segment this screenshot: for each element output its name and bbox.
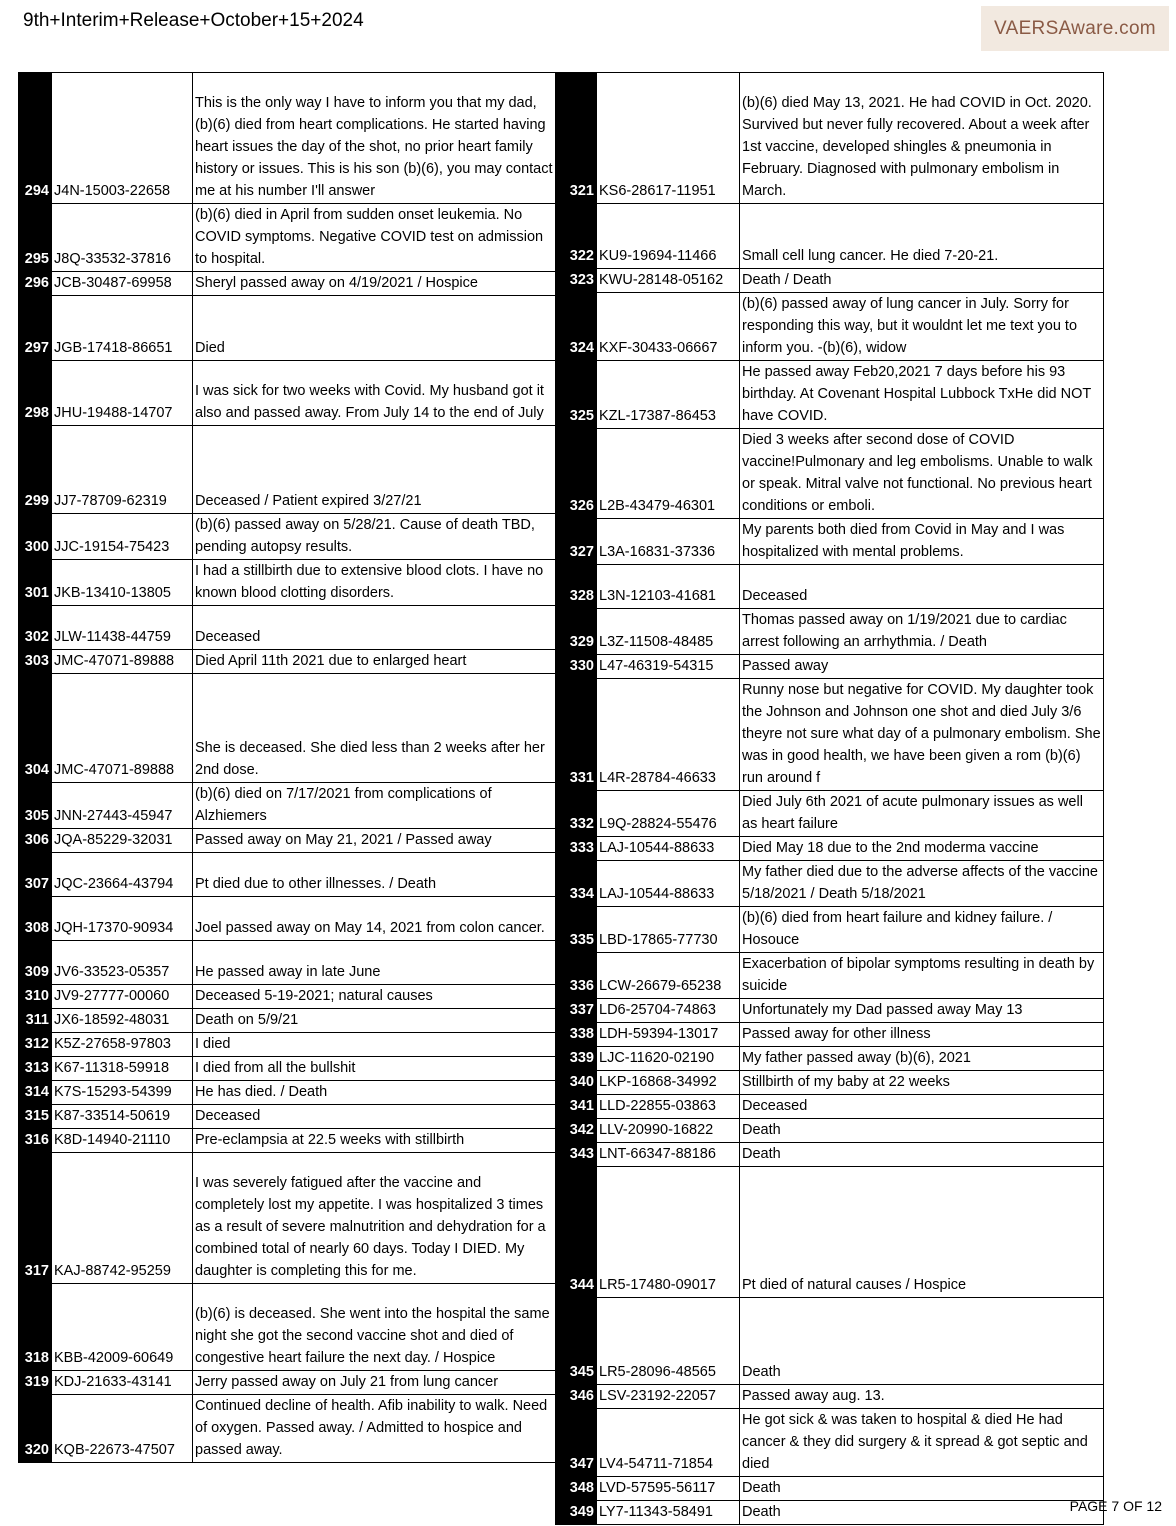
record-number: 303 [19,650,52,674]
record-id: KBB-42009-60649 [52,1284,193,1371]
record-number: 306 [19,829,52,853]
record-id: LR5-28096-48565 [597,1298,740,1385]
record-number: 326 [556,429,597,519]
record-id: JKB-13410-13805 [52,560,193,606]
record-number: 325 [556,361,597,429]
record-number: 343 [556,1143,597,1167]
record-number: 300 [19,514,52,560]
record-description: Pt died due to other illnesses. / Death [193,853,557,897]
table-row [19,73,557,204]
record-description: My father died due to the adverse affects of the vaccine 5/18/2021 / Death 5/18/2021 [740,861,1104,907]
record-id: JMC-47071-89888 [52,650,193,674]
table-row [556,1047,1104,1071]
record-id: JJC-19154-75423 [52,514,193,560]
record-number: 298 [19,361,52,426]
record-id: KXF-30433-06667 [597,293,740,361]
record-number: 338 [556,1023,597,1047]
table-row [19,272,557,296]
record-number: 349 [556,1501,597,1525]
table-row [556,204,1104,269]
record-description: Passed away [740,655,1104,679]
record-description: Deceased [740,565,1104,609]
record-number: 320 [19,1395,52,1463]
right-records-table [555,72,1104,1525]
record-description: Death [740,1119,1104,1143]
table-row [556,1095,1104,1119]
record-id: K8D-14940-21110 [52,1129,193,1153]
table-row [556,361,1104,429]
record-description: Unfortunately my Dad passed away May 13 [740,999,1104,1023]
record-id: JV9-27777-00060 [52,985,193,1009]
record-number: 333 [556,837,597,861]
record-number: 334 [556,861,597,907]
table-row [556,1298,1104,1385]
record-id: J4N-15003-22658 [52,73,193,204]
record-id: LLV-20990-16822 [597,1119,740,1143]
record-description: Sheryl passed away on 4/19/2021 / Hospice [193,272,557,296]
table-row [19,606,557,650]
record-id: L3N-12103-41681 [597,565,740,609]
record-number: 310 [19,985,52,1009]
record-id: KU9-19694-11466 [597,204,740,269]
table-row [556,1501,1104,1525]
record-number: 330 [556,655,597,679]
record-number: 309 [19,941,52,985]
record-description: (b)(6) is deceased. She went into the hospital the same night she got the second vaccine shot and died of congestive heart failure the next day. / Hospice [193,1284,557,1371]
table-row [556,1119,1104,1143]
record-id: JCB-30487-69958 [52,272,193,296]
record-number: 322 [556,204,597,269]
record-description: Small cell lung cancer. He died 7-20-21. [740,204,1104,269]
record-id: JQH-17370-90934 [52,897,193,941]
table-row [556,1409,1104,1477]
table-row [556,519,1104,565]
record-id: LNT-66347-88186 [597,1143,740,1167]
vaersaware-logo: VAERSAware.com [981,6,1169,51]
record-id: L3A-16831-37336 [597,519,740,565]
record-id: LD6-25704-74863 [597,999,740,1023]
record-id: LAJ-10544-88633 [597,837,740,861]
record-id: LDH-59394-13017 [597,1023,740,1047]
record-description: I died from all the bullshit [193,1057,557,1081]
table-row [556,861,1104,907]
table-row [19,829,557,853]
record-number: 337 [556,999,597,1023]
record-description: Thomas passed away on 1/19/2021 due to cardiac arrest following an arrhythmia. / Death [740,609,1104,655]
record-description: My father passed away (b)(6), 2021 [740,1047,1104,1071]
record-id: LLD-22855-03863 [597,1095,740,1119]
table-row [19,985,557,1009]
table-row [19,853,557,897]
record-description: He passed away in late June [193,941,557,985]
table-row [556,1477,1104,1501]
record-number: 305 [19,783,52,829]
record-id: JHU-19488-14707 [52,361,193,426]
table-row [19,1153,557,1284]
record-description: Passed away on May 21, 2021 / Passed away [193,829,557,853]
table-row [19,1057,557,1081]
record-number: 347 [556,1409,597,1477]
record-id: JNN-27443-45947 [52,783,193,829]
record-description: (b)(6) died from heart failure and kidney failure. / Hosouce [740,907,1104,953]
record-id: LCW-26679-65238 [597,953,740,999]
record-number: 301 [19,560,52,606]
record-id: JMC-47071-89888 [52,674,193,783]
record-description: Death / Death [740,269,1104,293]
record-id: K7S-15293-54399 [52,1081,193,1105]
table-row [19,514,557,560]
record-number: 294 [19,73,52,204]
table-row [19,1129,557,1153]
record-id: LJC-11620-02190 [597,1047,740,1071]
record-description: Deceased 5-19-2021; natural causes [193,985,557,1009]
record-number: 339 [556,1047,597,1071]
record-description: Jerry passed away on July 21 from lung cancer [193,1371,557,1395]
record-description: I died [193,1033,557,1057]
record-description: Died May 18 due to the 2nd moderma vaccine [740,837,1104,861]
left-records-table [18,72,557,1463]
table-row [556,609,1104,655]
record-number: 335 [556,907,597,953]
record-id: L9Q-28824-55476 [597,791,740,837]
record-number: 323 [556,269,597,293]
record-number: 307 [19,853,52,897]
record-id: K67-11318-59918 [52,1057,193,1081]
record-id: KDJ-21633-43141 [52,1371,193,1395]
record-description: He passed away Feb20,2021 7 days before his 93 birthday. At Covenant Hospital Lubbock TxHe did NOT have COVID. [740,361,1104,429]
table-row [556,269,1104,293]
table-row [556,1167,1104,1298]
table-row [19,1371,557,1395]
record-description: Pre-eclampsia at 22.5 weeks with stillbirth [193,1129,557,1153]
record-id: L2B-43479-46301 [597,429,740,519]
record-description: (b)(6) died May 13, 2021. He had COVID in Oct. 2020. Survived but never fully recovered. About a week after 1st vaccine, developed shingles & pneumonia in February. Diagnosed with pulmonary embolism in March. [740,73,1104,204]
record-number: 314 [19,1081,52,1105]
record-number: 321 [556,73,597,204]
record-number: 295 [19,204,52,272]
record-number: 341 [556,1095,597,1119]
record-description: Death [740,1477,1104,1501]
record-number: 332 [556,791,597,837]
table-row [556,1071,1104,1095]
record-id: K5Z-27658-97803 [52,1033,193,1057]
table-row [556,655,1104,679]
record-id: LV4-54711-71854 [597,1409,740,1477]
record-number: 315 [19,1105,52,1129]
record-description: Pt died of natural causes / Hospice [740,1167,1104,1298]
record-id: KQB-22673-47507 [52,1395,193,1463]
table-row [556,837,1104,861]
record-id: LR5-17480-09017 [597,1167,740,1298]
table-row [19,1009,557,1033]
record-description: Died April 11th 2021 due to enlarged heart [193,650,557,674]
table-row [19,897,557,941]
record-number: 336 [556,953,597,999]
table-row [19,204,557,272]
record-id: L3Z-11508-48485 [597,609,740,655]
record-number: 329 [556,609,597,655]
record-number: 308 [19,897,52,941]
table-row [556,429,1104,519]
table-row [19,674,557,783]
record-description: I had a stillbirth due to extensive blood clots. I have no known blood clotting disorders. [193,560,557,606]
record-description: Deceased / Patient expired 3/27/21 [193,426,557,514]
record-number: 296 [19,272,52,296]
record-number: 346 [556,1385,597,1409]
record-number: 304 [19,674,52,783]
table-row [19,941,557,985]
record-description: I was sick for two weeks with Covid. My husband got it also and passed away. From July 14 to the end of July [193,361,557,426]
record-number: 316 [19,1129,52,1153]
record-number: 328 [556,565,597,609]
record-number: 324 [556,293,597,361]
record-id: KWU-28148-05162 [597,269,740,293]
record-id: LVD-57595-56117 [597,1477,740,1501]
record-number: 344 [556,1167,597,1298]
table-row [19,1105,557,1129]
page-number: PAGE 7 OF 12 [1069,1498,1162,1514]
record-id: JLW-11438-44759 [52,606,193,650]
record-id: KAJ-88742-95259 [52,1153,193,1284]
record-number: 311 [19,1009,52,1033]
record-id: JQC-23664-43794 [52,853,193,897]
table-row [556,907,1104,953]
record-id: JX6-18592-48031 [52,1009,193,1033]
record-id: JJ7-78709-62319 [52,426,193,514]
table-row [556,679,1104,791]
record-description: She is deceased. She died less than 2 weeks after her 2nd dose. [193,674,557,783]
record-description: Exacerbation of bipolar symptoms resulting in death by suicide [740,953,1104,999]
record-id: LSV-23192-22057 [597,1385,740,1409]
record-id: LBD-17865-77730 [597,907,740,953]
record-id: LAJ-10544-88633 [597,861,740,907]
record-number: 345 [556,1298,597,1385]
record-description: Passed away for other illness [740,1023,1104,1047]
record-description: Joel passed away on May 14, 2021 from colon cancer. [193,897,557,941]
table-row [556,999,1104,1023]
table-row [19,650,557,674]
record-description: Died 3 weeks after second dose of COVID vaccine!Pulmonary and leg embolisms. Unable to walk or speak. Mitral valve not functional. No previous heart conditions or emboli. [740,429,1104,519]
record-number: 312 [19,1033,52,1057]
record-number: 319 [19,1371,52,1395]
record-number: 318 [19,1284,52,1371]
record-id: KZL-17387-86453 [597,361,740,429]
table-row [556,1143,1104,1167]
record-id: K87-33514-50619 [52,1105,193,1129]
record-id: LKP-16868-34992 [597,1071,740,1095]
record-id: JGB-17418-86651 [52,296,193,361]
record-description: (b)(6) died in April from sudden onset leukemia. No COVID symptoms. Negative COVID test on admission to hospital. [193,204,557,272]
table-row [556,73,1104,204]
record-description: Deceased [193,1105,557,1129]
record-number: 317 [19,1153,52,1284]
record-description: Stillbirth of my baby at 22 weeks [740,1071,1104,1095]
record-description: Deceased [740,1095,1104,1119]
record-number: 302 [19,606,52,650]
record-description: He got sick & was taken to hospital & died He had cancer & they did surgery & it spread & got septic and died [740,1409,1104,1477]
record-number: 342 [556,1119,597,1143]
record-id: J8Q-33532-37816 [52,204,193,272]
record-description: I was severely fatigued after the vaccine and completely lost my appetite. I was hospitalized 3 times as a result of severe malnutrition and dehydration for a combined total of nearly 60 days. Today I DIED. My daughter is completing this for me. [193,1153,557,1284]
record-description: Death [740,1143,1104,1167]
table-row [556,953,1104,999]
record-number: 313 [19,1057,52,1081]
table-row [19,426,557,514]
table-row [556,791,1104,837]
table-row [19,361,557,426]
record-number: 331 [556,679,597,791]
table-row [556,565,1104,609]
record-description: Continued decline of health. Afib inability to walk. Need of oxygen. Passed away. / Admitted to hospice and passed away. [193,1395,557,1463]
record-id: JQA-85229-32031 [52,829,193,853]
table-row [556,1385,1104,1409]
table-row [19,1033,557,1057]
table-row [19,1395,557,1463]
record-id: L47-46319-54315 [597,655,740,679]
record-description: My parents both died from Covid in May and I was hospitalized with mental problems. [740,519,1104,565]
record-description: (b)(6) passed away on 5/28/21. Cause of death TBD, pending autopsy results. [193,514,557,560]
document-title: 9th+Interim+Release+October+15+2024 [23,10,364,31]
record-description: Deceased [193,606,557,650]
record-number: 348 [556,1477,597,1501]
record-description: He has died. / Death [193,1081,557,1105]
record-description: Death [740,1298,1104,1385]
table-row [19,783,557,829]
table-row [19,1081,557,1105]
table-row [19,1284,557,1371]
record-description: Passed away aug. 13. [740,1385,1104,1409]
record-description: Runny nose but negative for COVID. My daughter took the Johnson and Johnson one shot and died July 3/6 theyre not sure what day of a pulmonary embolism. She was in good health, we have been given a rom (b)(6) run around f [740,679,1104,791]
record-id: LY7-11343-58491 [597,1501,740,1525]
record-description: This is the only way I have to inform you that my dad, (b)(6) died from heart complications. He started having heart issues the day of the shot, no prior heart family history or issues. This is his son (b)(6), you may contact me at his number I'll answer [193,73,557,204]
record-description: Death [740,1501,1104,1525]
table-row [556,1023,1104,1047]
record-description: Died July 6th 2021 of acute pulmonary issues as well as heart failure [740,791,1104,837]
record-number: 297 [19,296,52,361]
record-description: (b)(6) passed away of lung cancer in July. Sorry for responding this way, but it wouldnt let me text you to inform you. -(b)(6), widow [740,293,1104,361]
record-id: JV6-33523-05357 [52,941,193,985]
record-description: Died [193,296,557,361]
record-description: Death on 5/9/21 [193,1009,557,1033]
table-row [19,296,557,361]
record-number: 327 [556,519,597,565]
record-number: 299 [19,426,52,514]
table-row [19,560,557,606]
record-description: (b)(6) died on 7/17/2021 from complications of Alzhiemers [193,783,557,829]
record-id: L4R-28784-46633 [597,679,740,791]
record-id: KS6-28617-11951 [597,73,740,204]
table-row [556,293,1104,361]
record-number: 340 [556,1071,597,1095]
